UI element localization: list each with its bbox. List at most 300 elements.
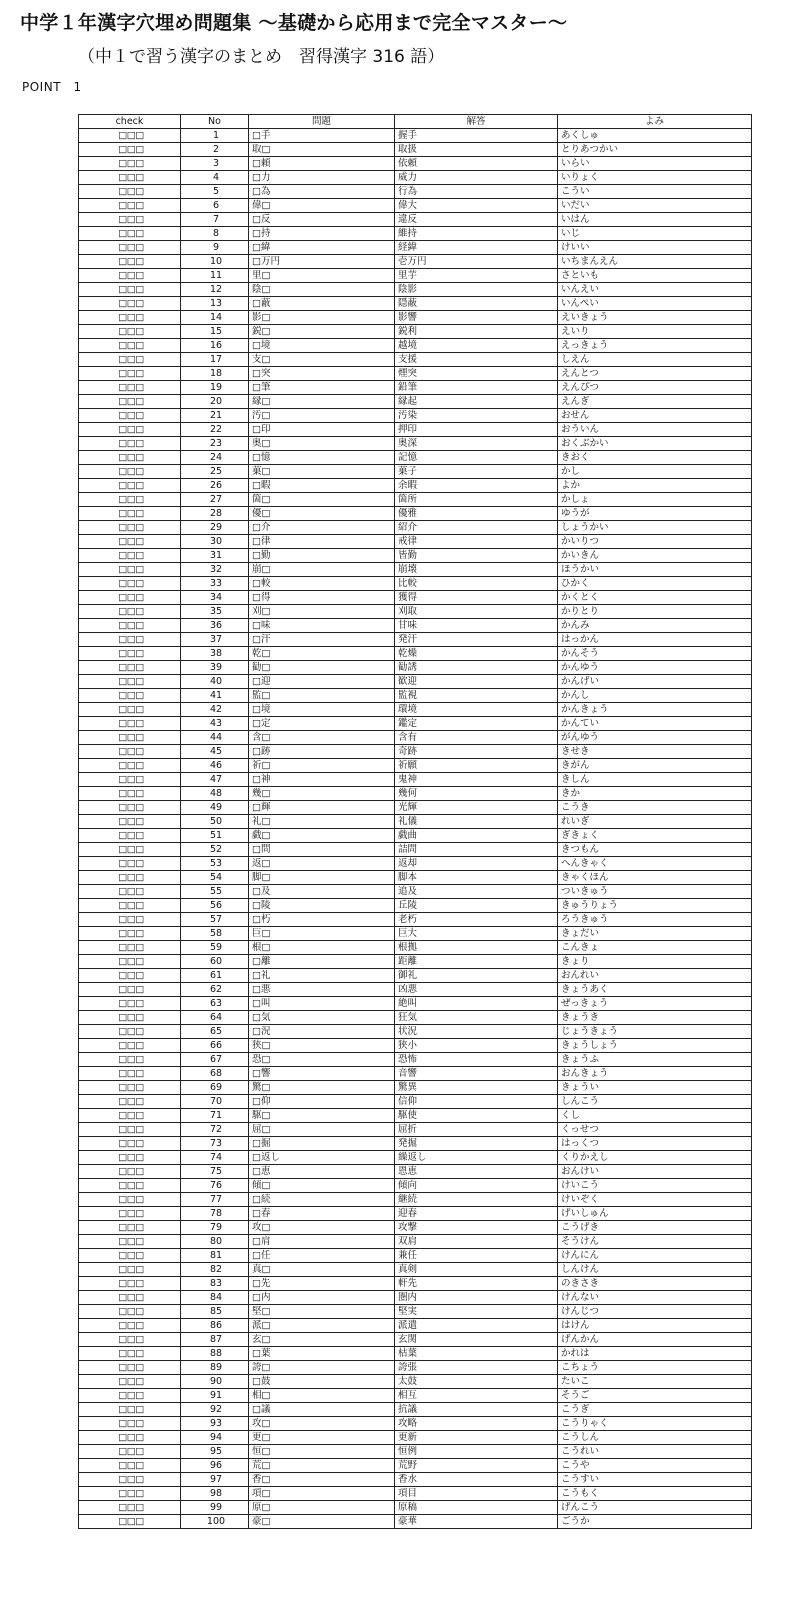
answer-cell: 違反 — [395, 213, 558, 227]
reading-cell: きせき — [558, 745, 752, 759]
check-boxes[interactable]: □□□ — [79, 997, 181, 1011]
row-number: 69 — [181, 1081, 249, 1095]
question-cell: 相□ — [249, 1389, 395, 1403]
table-row — [79, 1515, 752, 1529]
table-row — [79, 703, 752, 717]
answer-cell: 発汗 — [395, 633, 558, 647]
question-cell: □突 — [249, 367, 395, 381]
reading-cell: おせん — [558, 409, 752, 423]
check-boxes[interactable]: □□□ — [79, 745, 181, 759]
check-boxes[interactable]: □□□ — [79, 395, 181, 409]
reading-cell: げんこう — [558, 1501, 752, 1515]
reading-cell: くりかえし — [558, 1151, 752, 1165]
answer-cell: 枯葉 — [395, 1347, 558, 1361]
question-cell: 荒□ — [249, 1459, 395, 1473]
question-cell: □反 — [249, 213, 395, 227]
question-cell: 真□ — [249, 1263, 395, 1277]
check-boxes[interactable]: □□□ — [79, 731, 181, 745]
table-row — [79, 325, 752, 339]
answer-cell: 状況 — [395, 1025, 558, 1039]
table-row — [79, 1305, 752, 1319]
row-number: 85 — [181, 1305, 249, 1319]
answer-cell: 項目 — [395, 1487, 558, 1501]
check-boxes[interactable]: □□□ — [79, 1389, 181, 1403]
question-cell: □持 — [249, 227, 395, 241]
check-boxes[interactable]: □□□ — [79, 1207, 181, 1221]
reading-cell: いりょく — [558, 171, 752, 185]
answer-cell: 駆使 — [395, 1109, 558, 1123]
row-number: 89 — [181, 1361, 249, 1375]
check-boxes[interactable]: □□□ — [79, 815, 181, 829]
reading-cell: はっかん — [558, 633, 752, 647]
table-row — [79, 1375, 752, 1389]
table-row — [79, 409, 752, 423]
table-row — [79, 745, 752, 759]
check-boxes[interactable]: □□□ — [79, 619, 181, 633]
reading-cell: いらい — [558, 157, 752, 171]
check-boxes[interactable]: □□□ — [79, 297, 181, 311]
row-number: 56 — [181, 899, 249, 913]
row-number: 57 — [181, 913, 249, 927]
question-cell: □先 — [249, 1277, 395, 1291]
check-boxes[interactable]: □□□ — [79, 227, 181, 241]
question-cell: 項□ — [249, 1487, 395, 1501]
check-boxes[interactable]: □□□ — [79, 941, 181, 955]
question-cell: □境 — [249, 339, 395, 353]
table-row — [79, 689, 752, 703]
check-boxes[interactable]: □□□ — [79, 913, 181, 927]
check-boxes[interactable]: □□□ — [79, 507, 181, 521]
check-boxes[interactable]: □□□ — [79, 269, 181, 283]
reading-cell: けんにん — [558, 1249, 752, 1263]
row-number: 16 — [181, 339, 249, 353]
check-boxes[interactable]: □□□ — [79, 213, 181, 227]
check-boxes[interactable]: □□□ — [79, 1515, 181, 1529]
check-boxes[interactable]: □□□ — [79, 479, 181, 493]
check-boxes[interactable]: □□□ — [79, 759, 181, 773]
check-boxes[interactable]: □□□ — [79, 955, 181, 969]
check-boxes[interactable]: □□□ — [79, 199, 181, 213]
check-boxes[interactable]: □□□ — [79, 381, 181, 395]
check-boxes[interactable]: □□□ — [79, 899, 181, 913]
answer-cell: 戯曲 — [395, 829, 558, 843]
question-cell: □掘 — [249, 1137, 395, 1151]
row-number: 32 — [181, 563, 249, 577]
row-number: 47 — [181, 773, 249, 787]
check-boxes[interactable]: □□□ — [79, 801, 181, 815]
row-number: 45 — [181, 745, 249, 759]
answer-cell: 握手 — [395, 129, 558, 143]
check-boxes[interactable]: □□□ — [79, 1039, 181, 1053]
check-boxes[interactable]: □□□ — [79, 241, 181, 255]
table-row — [79, 1347, 752, 1361]
answer-cell: 狭小 — [395, 1039, 558, 1053]
reading-cell: げんかん — [558, 1333, 752, 1347]
check-boxes[interactable]: □□□ — [79, 1347, 181, 1361]
reading-cell: かんゆう — [558, 661, 752, 675]
check-boxes[interactable]: □□□ — [79, 171, 181, 185]
check-boxes[interactable]: □□□ — [79, 1025, 181, 1039]
question-cell: □返し — [249, 1151, 395, 1165]
question-cell: 崩□ — [249, 563, 395, 577]
answer-cell: 双肩 — [395, 1235, 558, 1249]
check-boxes[interactable]: □□□ — [79, 1291, 181, 1305]
row-number: 75 — [181, 1165, 249, 1179]
answer-cell: 取扱 — [395, 143, 558, 157]
table-row — [79, 1501, 752, 1515]
question-cell: 派□ — [249, 1319, 395, 1333]
question-cell: 支□ — [249, 353, 395, 367]
row-number: 53 — [181, 857, 249, 871]
answer-cell: 崩壊 — [395, 563, 558, 577]
check-boxes[interactable]: □□□ — [79, 353, 181, 367]
check-boxes[interactable]: □□□ — [79, 1459, 181, 1473]
row-number: 51 — [181, 829, 249, 843]
table-row — [79, 661, 752, 675]
answer-cell: 支援 — [395, 353, 558, 367]
question-cell: □較 — [249, 577, 395, 591]
check-boxes[interactable]: □□□ — [79, 871, 181, 885]
reading-cell: かし — [558, 465, 752, 479]
check-boxes[interactable]: □□□ — [79, 1137, 181, 1151]
table-row — [79, 1263, 752, 1277]
check-boxes[interactable]: □□□ — [79, 143, 181, 157]
check-boxes[interactable]: □□□ — [79, 1081, 181, 1095]
row-number: 55 — [181, 885, 249, 899]
reading-cell: けいい — [558, 241, 752, 255]
check-boxes[interactable]: □□□ — [79, 843, 181, 857]
answer-cell: 乾燥 — [395, 647, 558, 661]
question-cell: 鋭□ — [249, 325, 395, 339]
answer-cell: 堅実 — [395, 1305, 558, 1319]
check-boxes[interactable]: □□□ — [79, 885, 181, 899]
reading-cell: きょり — [558, 955, 752, 969]
answer-cell: 更新 — [395, 1431, 558, 1445]
check-boxes[interactable]: □□□ — [79, 675, 181, 689]
row-number: 43 — [181, 717, 249, 731]
answer-cell: 太鼓 — [395, 1375, 558, 1389]
reading-cell: きつもん — [558, 843, 752, 857]
answer-cell: 凶悪 — [395, 983, 558, 997]
table-row — [79, 1473, 752, 1487]
question-cell: □汗 — [249, 633, 395, 647]
row-number: 15 — [181, 325, 249, 339]
check-boxes[interactable]: □□□ — [79, 1249, 181, 1263]
question-cell: □介 — [249, 521, 395, 535]
question-cell: 恐□ — [249, 1053, 395, 1067]
reading-cell: かんそう — [558, 647, 752, 661]
question-cell: 傾□ — [249, 1179, 395, 1193]
reading-cell: こうげき — [558, 1221, 752, 1235]
answer-cell: 行為 — [395, 185, 558, 199]
answer-cell: 軒先 — [395, 1277, 558, 1291]
question-cell: 玄□ — [249, 1333, 395, 1347]
row-number: 49 — [181, 801, 249, 815]
check-boxes[interactable]: □□□ — [79, 1277, 181, 1291]
reading-cell: きゅうりょう — [558, 899, 752, 913]
check-boxes[interactable]: □□□ — [79, 661, 181, 675]
table-row — [79, 227, 752, 241]
check-boxes[interactable]: □□□ — [79, 1011, 181, 1025]
table-row — [79, 1487, 752, 1501]
check-boxes[interactable]: □□□ — [79, 157, 181, 171]
check-boxes[interactable]: □□□ — [79, 1193, 181, 1207]
table-row — [79, 857, 752, 871]
check-boxes[interactable]: □□□ — [79, 647, 181, 661]
check-boxes[interactable]: □□□ — [79, 591, 181, 605]
check-boxes[interactable]: □□□ — [79, 1501, 181, 1515]
reading-cell: ぎきょく — [558, 829, 752, 843]
answer-cell: 傾向 — [395, 1179, 558, 1193]
table-row — [79, 997, 752, 1011]
check-boxes[interactable]: □□□ — [79, 703, 181, 717]
check-boxes[interactable]: □□□ — [79, 367, 181, 381]
reading-cell: ほうかい — [558, 563, 752, 577]
answer-cell: 相互 — [395, 1389, 558, 1403]
reading-cell: そうけん — [558, 1235, 752, 1249]
row-number: 22 — [181, 423, 249, 437]
table-row — [79, 1389, 752, 1403]
check-boxes[interactable]: □□□ — [79, 549, 181, 563]
check-boxes[interactable]: □□□ — [79, 409, 181, 423]
check-boxes[interactable]: □□□ — [79, 129, 181, 143]
row-number: 44 — [181, 731, 249, 745]
table-row — [79, 1431, 752, 1445]
table-header-row — [79, 115, 752, 129]
table-row — [79, 479, 752, 493]
check-boxes[interactable]: □□□ — [79, 1319, 181, 1333]
check-boxes[interactable]: □□□ — [79, 1067, 181, 1081]
reading-cell: けいぞく — [558, 1193, 752, 1207]
answer-cell: 歓迎 — [395, 675, 558, 689]
check-boxes[interactable]: □□□ — [79, 689, 181, 703]
question-cell: □律 — [249, 535, 395, 549]
reading-cell: いんぺい — [558, 297, 752, 311]
table-row — [79, 717, 752, 731]
answer-cell: 距離 — [395, 955, 558, 969]
check-boxes[interactable]: □□□ — [79, 185, 181, 199]
reading-cell: はっくつ — [558, 1137, 752, 1151]
table-row — [79, 213, 752, 227]
reading-cell: はけん — [558, 1319, 752, 1333]
table-row — [79, 339, 752, 353]
check-boxes[interactable]: □□□ — [79, 563, 181, 577]
row-number: 62 — [181, 983, 249, 997]
answer-cell: 狂気 — [395, 1011, 558, 1025]
reading-cell: きょうき — [558, 1011, 752, 1025]
check-boxes[interactable]: □□□ — [79, 787, 181, 801]
row-number: 3 — [181, 157, 249, 171]
answer-cell: 紹介 — [395, 521, 558, 535]
reading-cell: こちょう — [558, 1361, 752, 1375]
answer-cell: 玄関 — [395, 1333, 558, 1347]
question-cell: □得 — [249, 591, 395, 605]
check-boxes[interactable]: □□□ — [79, 633, 181, 647]
check-boxes[interactable]: □□□ — [79, 717, 181, 731]
table-row — [79, 157, 752, 171]
reading-cell: かんげい — [558, 675, 752, 689]
question-cell: 幾□ — [249, 787, 395, 801]
table-row — [79, 143, 752, 157]
check-boxes[interactable]: □□□ — [79, 1431, 181, 1445]
check-boxes[interactable]: □□□ — [79, 927, 181, 941]
answer-cell: 派遣 — [395, 1319, 558, 1333]
question-cell: □憶 — [249, 451, 395, 465]
row-number: 81 — [181, 1249, 249, 1263]
reading-cell: きゃくほん — [558, 871, 752, 885]
check-boxes[interactable]: □□□ — [79, 969, 181, 983]
answer-cell: 屈折 — [395, 1123, 558, 1137]
check-boxes[interactable]: □□□ — [79, 1235, 181, 1249]
header-reading: よみ — [558, 115, 752, 129]
row-number: 7 — [181, 213, 249, 227]
reading-cell: かいきん — [558, 549, 752, 563]
reading-cell: きょだい — [558, 927, 752, 941]
answer-cell: 恩恵 — [395, 1165, 558, 1179]
reading-cell: えんとつ — [558, 367, 752, 381]
check-boxes[interactable]: □□□ — [79, 1053, 181, 1067]
answer-cell: 祈願 — [395, 759, 558, 773]
question-cell: 戯□ — [249, 829, 395, 843]
check-boxes[interactable]: □□□ — [79, 1109, 181, 1123]
check-boxes[interactable]: □□□ — [79, 493, 181, 507]
reading-cell: きょうしょう — [558, 1039, 752, 1053]
table-row — [79, 1333, 752, 1347]
point-label: POINT 1 — [22, 80, 82, 94]
check-boxes[interactable]: □□□ — [79, 283, 181, 297]
check-boxes[interactable]: □□□ — [79, 1333, 181, 1347]
table-row — [79, 1417, 752, 1431]
question-cell: □及 — [249, 885, 395, 899]
check-boxes[interactable]: □□□ — [79, 1123, 181, 1137]
check-boxes[interactable]: □□□ — [79, 255, 181, 269]
reading-cell: しえん — [558, 353, 752, 367]
table-row — [79, 129, 752, 143]
check-boxes[interactable]: □□□ — [79, 1487, 181, 1501]
question-cell: 堅□ — [249, 1305, 395, 1319]
question-cell: □緯 — [249, 241, 395, 255]
reading-cell: ひかく — [558, 577, 752, 591]
row-number: 10 — [181, 255, 249, 269]
table-row — [79, 507, 752, 521]
row-number: 76 — [181, 1179, 249, 1193]
answer-cell: 汚染 — [395, 409, 558, 423]
answer-cell: 原稿 — [395, 1501, 558, 1515]
table-row — [79, 1095, 752, 1109]
reading-cell: こうもく — [558, 1487, 752, 1501]
answer-cell: 奇跡 — [395, 745, 558, 759]
table-row — [79, 913, 752, 927]
check-boxes[interactable]: □□□ — [79, 521, 181, 535]
reading-cell: いはん — [558, 213, 752, 227]
reading-cell: かんきょう — [558, 703, 752, 717]
check-boxes[interactable]: □□□ — [79, 1305, 181, 1319]
table-row — [79, 815, 752, 829]
table-row — [79, 1221, 752, 1235]
table-row — [79, 885, 752, 899]
question-cell: □暇 — [249, 479, 395, 493]
check-boxes[interactable]: □□□ — [79, 1263, 181, 1277]
question-cell: 香□ — [249, 1473, 395, 1487]
check-boxes[interactable]: □□□ — [79, 311, 181, 325]
check-boxes[interactable]: □□□ — [79, 577, 181, 591]
check-boxes[interactable]: □□□ — [79, 1375, 181, 1389]
answer-cell: 優雅 — [395, 507, 558, 521]
check-boxes[interactable]: □□□ — [79, 465, 181, 479]
question-cell: □頼 — [249, 157, 395, 171]
check-boxes[interactable]: □□□ — [79, 1473, 181, 1487]
row-number: 52 — [181, 843, 249, 857]
check-boxes[interactable]: □□□ — [79, 535, 181, 549]
question-cell: □議 — [249, 1403, 395, 1417]
check-boxes[interactable]: □□□ — [79, 857, 181, 871]
question-cell: □蔽 — [249, 297, 395, 311]
question-cell: □印 — [249, 423, 395, 437]
reading-cell: がんゆう — [558, 731, 752, 745]
answer-cell: 圏内 — [395, 1291, 558, 1305]
check-boxes[interactable]: □□□ — [79, 339, 181, 353]
check-boxes[interactable]: □□□ — [79, 1095, 181, 1109]
reading-cell: こうや — [558, 1459, 752, 1473]
header-question: 問題 — [249, 115, 395, 129]
question-cell: 返□ — [249, 857, 395, 871]
check-boxes[interactable]: □□□ — [79, 1445, 181, 1459]
question-cell: 乾□ — [249, 647, 395, 661]
check-boxes[interactable]: □□□ — [79, 773, 181, 787]
reading-cell: おういん — [558, 423, 752, 437]
row-number: 97 — [181, 1473, 249, 1487]
check-boxes[interactable]: □□□ — [79, 1165, 181, 1179]
table-row — [79, 549, 752, 563]
answer-cell: 菓子 — [395, 465, 558, 479]
row-number: 11 — [181, 269, 249, 283]
reading-cell: かいりつ — [558, 535, 752, 549]
question-cell: 陰□ — [249, 283, 395, 297]
check-boxes[interactable]: □□□ — [79, 451, 181, 465]
row-number: 19 — [181, 381, 249, 395]
reading-cell: たいこ — [558, 1375, 752, 1389]
row-number: 20 — [181, 395, 249, 409]
row-number: 58 — [181, 927, 249, 941]
answer-cell: 維持 — [395, 227, 558, 241]
check-boxes[interactable]: □□□ — [79, 325, 181, 339]
reading-cell: えんぎ — [558, 395, 752, 409]
check-boxes[interactable]: □□□ — [79, 829, 181, 843]
check-boxes[interactable]: □□□ — [79, 1403, 181, 1417]
table-row — [79, 1053, 752, 1067]
row-number: 94 — [181, 1431, 249, 1445]
reading-cell: げいしゅん — [558, 1207, 752, 1221]
check-boxes[interactable]: □□□ — [79, 1151, 181, 1165]
reading-cell: こうぎ — [558, 1403, 752, 1417]
check-boxes[interactable]: □□□ — [79, 983, 181, 997]
table-row — [79, 871, 752, 885]
row-number: 87 — [181, 1333, 249, 1347]
row-number: 80 — [181, 1235, 249, 1249]
check-boxes[interactable]: □□□ — [79, 1179, 181, 1193]
check-boxes[interactable]: □□□ — [79, 1221, 181, 1235]
reading-cell: かんみ — [558, 619, 752, 633]
reading-cell: いちまんえん — [558, 255, 752, 269]
check-boxes[interactable]: □□□ — [79, 1361, 181, 1375]
check-boxes[interactable]: □□□ — [79, 1417, 181, 1431]
check-boxes[interactable]: □□□ — [79, 605, 181, 619]
check-boxes[interactable]: □□□ — [79, 423, 181, 437]
check-boxes[interactable]: □□□ — [79, 437, 181, 451]
row-number: 17 — [181, 353, 249, 367]
row-number: 38 — [181, 647, 249, 661]
table-row — [79, 843, 752, 857]
